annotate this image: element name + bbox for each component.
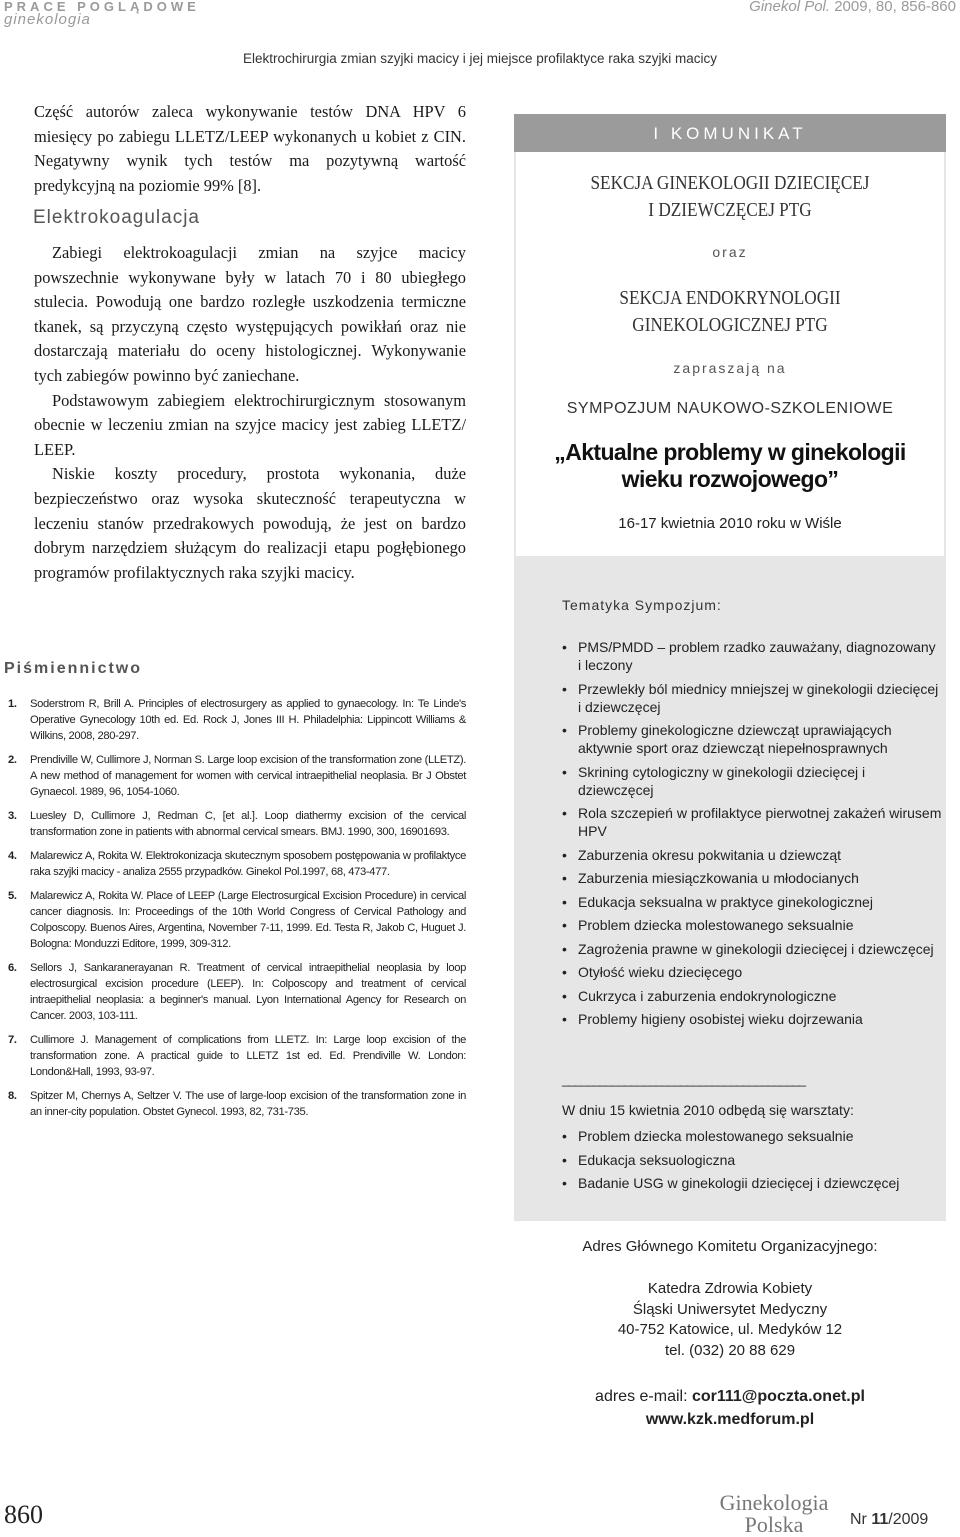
section1-line1: SEKCJA GINEKOLOGII DZIECIĘCEJ (590, 172, 870, 194)
journal-label: ginekologia (4, 11, 91, 28)
article-body (34, 100, 466, 585)
reference-text: Malarewicz A, Rokita W. Elektrokonizacja skutecznym sposobem postępowania w profilaktyce raka szyjki macicy - analiza 2555 przypadków. Ginekol Pol.1997, 68, 473-477. (30, 850, 466, 878)
workshop-item: • Edukacja seksuologiczna (562, 1151, 942, 1169)
reference-item (8, 848, 466, 880)
reference-text: Sellors J, Sankaranerayanan R. Treatment of cervical intraepithelial neoplasia by loop electrosurgical excision procedure (LEEP). In: Colposcopy and treatment of cervical intraepithelial neoplasia: a beginner's manual. Lyon International Agency for Research on Cancer. 2003, 103-111. (30, 962, 466, 1022)
invite-text: zapraszają na (673, 360, 787, 376)
issue-value: 11 (871, 1511, 889, 1528)
citation-journal: Ginekol Pol. (749, 0, 831, 15)
reference-text: Prendiville W, Cullimore J, Norman S. Large loop excision of the transformation zone (LLETZ). A new method of management for women with cervical intraepithelial neoplasia. Br J Obstet Gynaecol. 1989, 96, 1054-1060. (30, 754, 466, 798)
email-link[interactable]: cor111@poczta.onet.pl (691, 1388, 865, 1405)
reference-number: 7. (8, 1034, 17, 1046)
topic-item: • Zagrożenia prawne w ginekologii dziecięcej i dziewczęcej (562, 940, 942, 958)
logo-line1: Ginekologia (719, 1490, 829, 1515)
announcement-header: I KOMUNIKAT (514, 114, 946, 152)
article-paragraph: Zabiegi elektrokoagulacji zmian na szyjce macicy powszechnie wykonywane były w latach 70 i 80 ubiegłego stulecia. Powodują one bardzo rozległe uszkodzenia termiczne tkanek, są przyczyną często występujących powikłań oraz nie dostarczają materiału do oceny histologicznej. Wykonywanie tych zabiegów powinno być zaniechane. (34, 242, 466, 385)
article-paragraph: Część autorów zaleca wykonywanie testów DNA HPV 6 miesięcy po zabiegu LLETZ/LEEP wykonanych u kobiet z CIN. Negatywny wynik tych testów ma pozytywną wartość predykcyjną na poziomie 99% [8]. (34, 102, 466, 195)
logo-line2: Polska (744, 1512, 804, 1537)
running-title: Elektrochirurgia zmian szyjki macicy i jej miejsce profilaktyce raka szyjki macicy (242, 51, 718, 66)
references-heading: Piśmiennictwo (4, 660, 143, 677)
section-heading: Elektrokoagulacja (33, 207, 200, 229)
topic-item: • Problem dziecka molestowanego seksualnie (562, 916, 942, 934)
announcement-box (516, 152, 944, 556)
divider: _______________________________________ (562, 1072, 805, 1087)
topic-item: • Rola szczepień w profilaktyce pierwotnej zakażeń wirusem HPV (562, 804, 942, 840)
section-label: PRACE POGLĄDOWE (4, 0, 200, 14)
reference-number: 3. (8, 810, 17, 822)
article-paragraph: Niskie koszty procedury, prostota wykonania, duże bezpieczeństwo oraz wysoka skuteczność terapeutyczna w leczeniu stanów przedrakowych powodują, że jest on bardzo dobrym narzędziem służącym do realizacji etapu pogłębionego programów profilaktycznych raka szyjki macicy. (34, 464, 466, 582)
page-number: 860 (4, 1500, 43, 1529)
citation-rest: 2009, 80, 856-860 (830, 0, 956, 15)
topic-item: • Edukacja seksualna w praktyce ginekologicznej (562, 893, 942, 911)
topic-item: • Zaburzenia okresu pokwitania u dziewcząt (562, 846, 942, 864)
address-phone: tel. (032) 20 88 629 (664, 1341, 796, 1359)
topic-item: • Zaburzenia miesiączkowania u młodocianych (562, 869, 942, 887)
event-title-line1: „Aktualne problemy w ginekologii (554, 439, 906, 465)
reference-item (8, 696, 466, 744)
reference-number: 4. (8, 850, 17, 862)
workshop-item: • Badanie USG w ginekologii dziecięcej i dziewczęcej (562, 1174, 942, 1192)
event-date: 16-17 kwietnia 2010 roku w Wiśle (618, 515, 842, 532)
reference-number: 5. (8, 890, 17, 902)
section2-line2: GINEKOLOGICZNEJ PTG (632, 314, 828, 336)
topic-item: • Przewlekły ból miednicy mniejszej w ginekologii dziecięcej i dziewczęcej (562, 680, 942, 716)
address-line: Katedra Zdrowia Kobiety (647, 1280, 813, 1297)
reference-text: Cullimore J. Management of complications from LLETZ. In: Large loop excision of the transformation zone. A practical guide to LLETZ 1st ed. Ed. Prendiville W. London: London&Hall, 1993, 93-97. (30, 1034, 466, 1078)
reference-item (8, 1088, 466, 1120)
reference-item (8, 888, 466, 952)
reference-item (8, 808, 466, 840)
topic-item: • PMS/PMDD – problem rzadko zauważany, diagnozowany i leczony (562, 638, 942, 674)
topic-item: • Problemy higieny osobistej wieku dojrzewania (562, 1010, 942, 1028)
address-line: Śląski Uniwersytet Medyczny (632, 1300, 828, 1318)
website-link[interactable]: www.kzk.medforum.pl (645, 1411, 815, 1428)
reference-number: 2. (8, 754, 17, 766)
topic-item: • Skrining cytologiczny w ginekologii dziecięcej i dziewczęcej (562, 763, 942, 799)
address-heading: Adres Głównego Komitetu Organizacyjnego: (582, 1238, 878, 1255)
workshop-intro: W dniu 15 kwietnia 2010 odbędą się warsztaty: (562, 1102, 854, 1118)
reference-text: Malarewicz A, Rokita W. Place of LEEP (Large Electrosurgical Excision Procedure) in cervical cancer diagnosis. In: Proceedings of the 10th World Congress of Cervical Pathology and Colposcopy. Buenos Aires, Argentina, November 7-11, 1999. Ed. Testa R, Jakob C, Huguet J. Bologna: Monduzzi Editore, 1999, 309-312. (30, 890, 466, 950)
event-title-line2: wieku rozwojowego” (621, 466, 839, 492)
topics-list (562, 638, 942, 1034)
reference-text: Spitzer M, Chernys A, Seltzer V. The use of large-loop excision of the transformation zone in an inner-city population. Obstet Gynecol. 1993, 82, 731-735. (30, 1090, 466, 1118)
reference-item (8, 752, 466, 800)
reference-text: Luesley D, Cullimore J, Redman C, [et al.]. Loop diathermy excision of the cervical transformation zone in patients with abnormal cervical smears. BMJ. 1990, 300, 16901693. (30, 810, 466, 838)
reference-number: 8. (8, 1090, 17, 1102)
reference-text: Soderstrom R, Brill A. Principles of electrosurgery as applied to gynaecology. In: Te Linde's Operative Gynecology 10th ed. Ed. Rock J, Jones III H. Philadelphia: Lippincott Williams & Wilkins, 2008, 280-297. (30, 698, 466, 742)
workshop-list (562, 1127, 942, 1198)
journal-logo (712, 1492, 836, 1536)
issue-year: /2009 (888, 1511, 929, 1528)
citation (749, 0, 956, 15)
references-list (8, 696, 466, 1128)
topic-item: • Cukrzyca i zaburzenia endokrynologiczne (562, 987, 942, 1005)
event-type: SYMPOZJUM NAUKOWO-SZKOLENIOWE (566, 400, 894, 417)
conjunction: oraz (712, 244, 748, 260)
topic-item: • Otyłość wieku dziecięcego (562, 963, 942, 981)
section1-line2: I DZIEWCZĘCEJ PTG (648, 199, 812, 221)
event-title (516, 439, 944, 493)
reference-number: 1. (8, 698, 17, 710)
section2-line1: SEKCJA ENDOKRYNOLOGII (619, 287, 841, 309)
email-label: adres e-mail: (595, 1388, 692, 1405)
reference-item (8, 960, 466, 1024)
announcement-panel (514, 114, 946, 1221)
article-paragraph: Podstawowym zabiegiem elektrochirurgicznym stosowanym obecnie w leczeniu zmian na szyjce macicy jest zabieg LLETZ/ LEEP. (34, 390, 466, 459)
issue-prefix: Nr (850, 1511, 872, 1528)
reference-number: 6. (8, 962, 17, 974)
issue-number (850, 1511, 928, 1529)
topic-item: • Problemy ginekologiczne dziewcząt uprawiających aktywnie sport oraz dziewcząt niepełnosprawnych (562, 721, 942, 757)
organizer-address (514, 1238, 946, 1431)
workshop-item: • Problem dziecka molestowanego seksualnie (562, 1127, 942, 1145)
reference-item (8, 1032, 466, 1080)
address-line: 40-752 Katowice, ul. Medyków 12 (617, 1321, 843, 1338)
topics-heading: Tematyka Sympozjum: (562, 597, 722, 613)
